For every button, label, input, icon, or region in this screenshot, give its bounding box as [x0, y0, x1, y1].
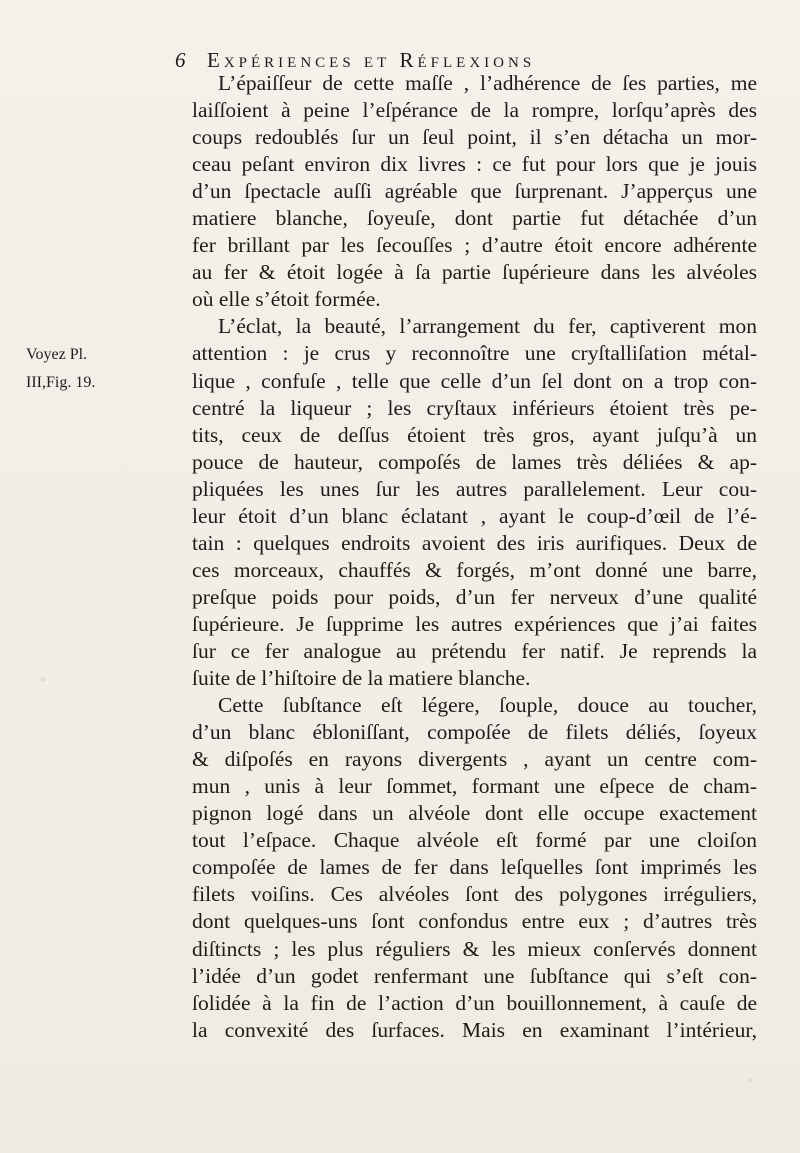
paper-stain	[40, 677, 46, 682]
margin-note-line: III,Fig. 19.	[26, 374, 96, 391]
text-line: tits, ceux de deſſus étoient très gros, ayant juſqu’à un	[192, 422, 757, 447]
text-line: l’idée d’un godet renfermant une ſubſtance qui s’eſt con-	[192, 963, 757, 988]
text-line: compoſée de lames de fer dans leſquelles ſont imprimés les	[192, 855, 757, 880]
text-line: L’éclat, la beauté, l’arrangement du fer, captiverent mon	[218, 314, 757, 339]
text-line: ſupérieure. Je ſupprime les autres expériences que j’ai faites	[192, 611, 757, 636]
page-number: 6	[175, 48, 186, 72]
text-line: ſuite de l’hiſtoire de la matiere blanche.	[192, 666, 531, 691]
text-line: laiſſoient à peine l’eſpérance de la rompre, lorſqu’après des	[192, 98, 757, 123]
margin-note-line: Voyez Pl.	[26, 346, 88, 363]
text-line: ſolidée à la fin de l’action d’un bouillonnement, à cauſe de	[192, 990, 757, 1015]
text-line: au fer & étoit logée à ſa partie ſupérieure dans les alvéoles	[192, 260, 757, 285]
text-line: Cette ſubſtance eſt légere, ſouple, douce au toucher,	[218, 693, 757, 718]
text-line: d’un ſpectacle auſſi agréable que ſurprenant. J’apperçus une	[192, 179, 757, 204]
text-line: la convexité des ſurfaces. Mais en examinant l’intérieur,	[192, 1017, 757, 1042]
body-text	[192, 70, 757, 1044]
running-title: Expériences et Réflexions	[207, 48, 536, 72]
text-line: d’un blanc ébloniſſant, compoſée de filets déliés, ſoyeux	[192, 720, 757, 745]
paper-stain	[748, 1078, 753, 1083]
text-line: diſtincts ; les plus réguliers & les mieux conſervés donnent	[192, 936, 757, 961]
text-line: tout l’eſpace. Chaque alvéole eſt formé par une cloiſon	[192, 828, 757, 853]
text-line: ſur ce fer analogue au prétendu fer natif. Je reprends la	[192, 638, 757, 663]
margin-note	[26, 341, 95, 397]
text-line: où elle s’étoit formée.	[192, 287, 381, 312]
text-line: matiere blanche, ſoyeuſe, dont partie fut détachée d’un	[192, 206, 757, 231]
text-line: lique , confuſe , telle que celle d’un ſel dont on a trop con-	[192, 368, 757, 393]
text-line: L’épaiſſeur de cette maſſe , l’adhérence de ſes parties, me	[218, 71, 757, 95]
text-line: coups redoublés ſur un ſeul point, il s’en détacha un mor-	[192, 125, 757, 150]
text-line: leur étoit d’un blanc éclatant , ayant le coup-d’œil de l’é-	[192, 503, 757, 528]
text-line: attention : je crus y reconnoître une cryſtalliſation métal-	[192, 341, 757, 366]
text-line: filets voiſins. Ces alvéoles ſont des polygones irréguliers,	[192, 882, 757, 907]
text-line: preſque poids pour poids, d’un fer nerveux d’une qualité	[192, 584, 757, 609]
text-line: pouce de hauteur, compoſés de lames très déliées & ap-	[192, 449, 757, 474]
text-line: pignon logé dans un alvéole dont elle occupe exactement	[192, 801, 757, 826]
text-line: centré la liqueur ; les cryſtaux inférieurs étoient très pe-	[192, 395, 757, 420]
text-line: & diſpoſés en rayons divergents , ayant un centre com-	[192, 747, 757, 772]
text-line: ceau peſant environ dix livres : ce fut pour lors que je jouis	[192, 152, 757, 177]
text-line: dont quelques-uns ſont confondus entre eux ; d’autres très	[192, 909, 757, 934]
text-line: pliquées les unes ſur les autres parallelement. Leur cou-	[192, 476, 757, 501]
text-line: tain : quelques endroits avoient des iris aurifiques. Deux de	[192, 530, 757, 555]
text-line: ces morceaux, chauffés & forgés, m’ont donné une barre,	[192, 557, 757, 582]
text-line: fer brillant par les ſecouſſes ; d’autre étoit encore adhérente	[192, 233, 757, 258]
text-line: mun , unis à leur ſommet, formant une eſpece de cham-	[192, 774, 757, 799]
